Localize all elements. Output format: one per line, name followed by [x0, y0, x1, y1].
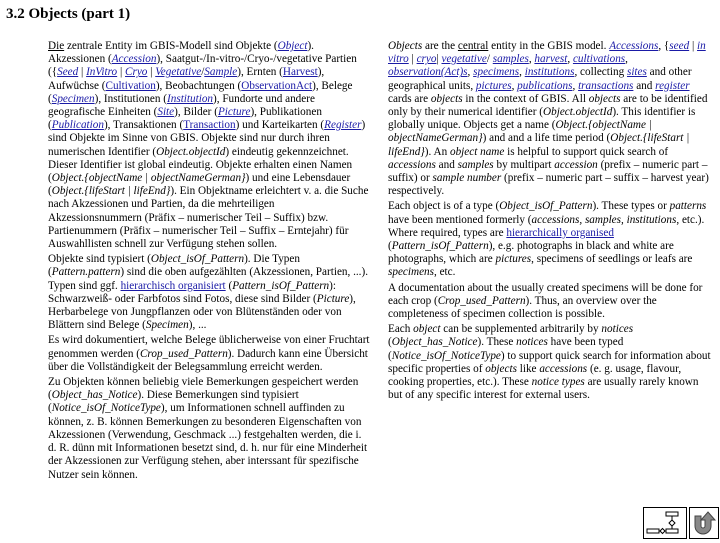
text-segment: Object_isOf_Pattern	[150, 253, 245, 266]
text-segment: ), Bilder (	[174, 106, 218, 119]
glossary-link[interactable]: sites	[626, 66, 647, 79]
text-segment: objects	[588, 92, 621, 105]
text-segment: accessions, samples, institutions	[531, 213, 677, 226]
text-segment: samples	[457, 158, 494, 171]
glossary-link[interactable]: Vegetative	[155, 66, 202, 79]
text-segment: ) und eine Lebensdauer (	[48, 172, 351, 198]
paragraph	[388, 200, 712, 279]
diagram-icon	[644, 508, 686, 538]
text-segment: |	[147, 66, 156, 79]
text-segment: Objekte sind typisiert (	[48, 253, 151, 266]
text-segment: |	[436, 53, 442, 66]
glossary-link[interactable]: Site	[157, 106, 175, 119]
text-segment: Each	[388, 323, 414, 336]
text-segment: Die	[48, 40, 65, 52]
text-segment: ). Thus, an overview over the completeness of specimen collection is possible.	[388, 294, 657, 321]
text-segment: , collecting	[574, 66, 627, 79]
text-segment: Object_has_Notice	[391, 336, 478, 349]
glossary-link[interactable]: Sample	[204, 66, 238, 79]
glossary-link[interactable]: Transaction	[183, 119, 236, 132]
text-segment: /	[201, 66, 205, 79]
glossary-link[interactable]: harvest	[534, 53, 568, 66]
text-segment: ). Dadurch kann eine Übersicht über die Vollständigkeit der Belegsammlung erreicht werden.	[48, 347, 368, 373]
text-segment: |	[78, 66, 87, 79]
text-segment: notices	[516, 336, 548, 349]
text-segment: ) eindeutig gekennzeichnet. Dieser Identifier ist global eindeutig. Objekte erhalten einen Namen (	[48, 145, 353, 185]
text-segment: Notice_isOf_NoticeType	[391, 349, 501, 362]
text-segment: ,	[567, 53, 573, 66]
text-segment: , {	[658, 40, 670, 52]
text-segment: ). These	[477, 336, 517, 349]
diagram-nav-button[interactable]	[643, 507, 687, 539]
text-segment: and	[633, 79, 656, 92]
text-segment: and	[435, 158, 458, 171]
text-segment: are usually rarely known but of any specific interest for external users.	[388, 376, 699, 402]
text-segment: are the	[422, 40, 458, 52]
text-segment: sample number	[432, 172, 502, 185]
text-segment: /	[486, 53, 493, 66]
text-segment: have been mentioned formerly (	[388, 213, 532, 226]
glossary-link[interactable]: seed	[669, 40, 690, 52]
text-segment: (e. g. usage, flavour, cooking properties, etc.). These	[388, 362, 682, 389]
text-segment: ,	[572, 79, 579, 92]
glossary-link[interactable]: Accessions	[609, 40, 659, 52]
text-segment: entity in the GBIS model.	[488, 40, 610, 52]
text-segment: Object.{objectName | objectNameGerman}	[388, 119, 652, 145]
text-segment: Object.{lifeStart | lifeEnd}	[388, 132, 690, 158]
text-segment: Object_has_Notice	[51, 389, 138, 402]
glossary-link[interactable]: transactions	[578, 79, 634, 92]
text-segment: ), um Informationen schnell auffinden zu können, z. B. können Bemerkungen zu besonderen Eigenschaften von Akzessionen (Verwendung, Geschmack ...) festgehalten werden, die i. d. R. dünn mit Informationen besetzt sind, d. h. nur für eine Minderheit der Akzessionen zur Verfügung stehen, aber interssant für spezifische Nutzer sein können.	[48, 402, 368, 481]
text-segment: ). Die Typen (	[48, 253, 300, 279]
glossary-link[interactable]: publications	[517, 79, 573, 92]
text-segment: pictures	[495, 253, 532, 266]
text-segment: ,	[519, 66, 525, 79]
text-segment: zentrale Entity im GBIS-Modell sind Objekte (	[64, 40, 278, 52]
english-text-column	[388, 40, 712, 404]
text-segment: Object.{objectName | objectNameGerman}	[51, 172, 246, 185]
text-segment: ). Ein Objektname erleichtert v. a. die Suche nach Akzessionen und Partien, da die mehrteiligen Akzessionsnummern (Präfix – numerischer Teil – Suffix) bzw. Partienummern (Präfix – numerischer Teil – Suffix – Erntejahr) für Auswahllisten schnell zur Verfügung stehen sollen.	[48, 185, 369, 251]
text-segment: accessions	[539, 362, 588, 375]
glossary-link[interactable]: ObservationAct	[241, 79, 313, 92]
text-segment: ), Aufwüchse (	[48, 66, 325, 92]
text-segment: specimens	[388, 266, 434, 279]
glossary-link[interactable]: hierarchically organised	[506, 226, 614, 239]
text-segment: |	[689, 40, 698, 52]
glossary-link[interactable]: register	[655, 79, 690, 92]
text-segment: ) und Karteikarten (	[235, 119, 325, 132]
paragraph	[48, 253, 370, 332]
text-segment: accession	[554, 158, 598, 171]
text-segment: ): Schwarzweiß- oder Farbfotos sind Fotos, diese sind Bilder (	[48, 279, 336, 305]
paragraph	[388, 323, 712, 402]
text-segment: ,	[625, 53, 628, 66]
text-segment: can be supplemented arbitrarily by	[440, 323, 602, 336]
paragraph	[388, 282, 712, 322]
text-segment: notice types	[531, 376, 585, 389]
text-segment: patterns	[669, 200, 707, 213]
text-segment: and other geographical units,	[388, 66, 692, 92]
text-segment: ) sind Objekte im Sinne von GBIS. Objekte sind nur durch ihren numerischen Identifier (	[48, 119, 366, 158]
text-segment: |	[117, 66, 125, 79]
glossary-link[interactable]: observation(Act)s	[388, 66, 468, 79]
text-segment: Pattern_isOf_Pattern	[391, 240, 489, 253]
glossary-link[interactable]: Seed	[57, 66, 79, 79]
paragraph	[388, 40, 712, 198]
text-segment: , etc.). Where required, types are	[388, 213, 705, 239]
text-segment: ), Saatgut-/In-vitro-/Cryo-/vegetative Partien ({	[48, 53, 357, 79]
text-segment: (	[388, 336, 392, 349]
text-segment: , etc.	[433, 266, 456, 279]
glossary-link[interactable]: cultivations	[572, 53, 626, 66]
glossary-link[interactable]: Picture	[217, 106, 251, 119]
text-segment: (prefix – numeric part – suffix – harvest year) respectively.	[388, 172, 709, 198]
glossary-link[interactable]: vegetative	[441, 53, 487, 66]
text-segment: ,	[528, 53, 535, 66]
text-segment: Objects	[388, 40, 423, 52]
glossary-link[interactable]: cryo	[416, 53, 437, 66]
text-segment: ), Publikationen (	[48, 106, 322, 132]
text-segment: ). An	[424, 145, 450, 158]
text-segment: ,	[467, 66, 474, 79]
glossary-link[interactable]: Accession	[111, 53, 157, 66]
text-segment: ), Institutionen (	[94, 92, 168, 105]
text-segment: object	[413, 323, 441, 336]
text-segment: Notice_isOf_NoticeType	[51, 402, 161, 415]
text-segment: A documentation about the usually created specimens will be done for each crop (	[388, 281, 703, 307]
text-segment: Picture	[316, 292, 350, 305]
glossary-link[interactable]: samples	[492, 53, 529, 66]
text-segment: Object.objectId	[543, 106, 613, 119]
text-segment: objects	[485, 362, 517, 375]
glossary-link[interactable]: Specimen	[51, 92, 95, 105]
text-segment: (	[225, 279, 233, 292]
text-segment: central	[457, 40, 489, 52]
text-segment: by multipart	[493, 158, 555, 171]
text-segment: accessions	[388, 158, 436, 171]
glossary-link[interactable]: Publication	[51, 119, 104, 132]
text-segment: Crop_used_Pattern	[437, 294, 526, 307]
glossary-link[interactable]: Register	[324, 119, 362, 132]
text-segment: Crop_used_Pattern	[139, 347, 228, 360]
glossary-link[interactable]: hierarchisch organisiert	[120, 279, 226, 292]
text-segment: ), Belege (	[48, 79, 353, 105]
paragraph	[48, 376, 370, 482]
text-segment: ). Diese Bemerkungen sind typisiert (	[48, 389, 299, 415]
back-nav-button[interactable]	[689, 507, 719, 539]
u-turn-back-icon	[690, 508, 718, 538]
paragraph	[48, 40, 370, 251]
glossary-link[interactable]: Institution	[167, 92, 214, 105]
text-segment: Object.{lifeStart | lifeEnd}	[51, 185, 171, 198]
text-segment: Pattern.pattern	[51, 266, 121, 279]
text-segment: ,	[511, 79, 518, 92]
text-segment: ), Transaktionen (	[103, 119, 184, 132]
text-segment: (prefix – numeric part – suffix) or	[388, 158, 708, 185]
glossary-link[interactable]: specimens	[473, 66, 520, 79]
glossary-link[interactable]: pictures	[475, 79, 512, 92]
text-segment: ), Ernten (	[237, 66, 283, 79]
text-segment: Each object is of a type (	[388, 200, 500, 213]
german-text-column	[48, 40, 370, 484]
text-segment: ). This identifier is globally unique. Objects get a name (	[388, 106, 696, 132]
text-segment: ) sind die oben aufgezählten (Akzessionen, Partien, ...). Typen sind ggf.	[48, 266, 369, 292]
glossary-link[interactable]: institutions	[524, 66, 575, 79]
text-segment: Specimen	[145, 319, 189, 332]
text-segment: |	[408, 53, 417, 66]
text-segment: objects	[430, 92, 463, 105]
text-segment: Pattern_isOf_Pattern	[232, 279, 330, 292]
text-segment: ), Fundorte und andere geografische Einheiten (	[48, 92, 315, 119]
text-segment: Object_isOf_Pattern	[499, 200, 593, 213]
text-segment: are to be identified only by their numerical identifier (	[388, 92, 708, 119]
text-segment: like	[516, 362, 540, 375]
glossary-link[interactable]: in vitro	[388, 40, 706, 66]
text-segment: cards are	[388, 92, 431, 105]
glossary-link[interactable]: Cultivation	[105, 79, 156, 92]
text-segment: Object.objectId	[156, 145, 226, 158]
text-segment: ), ...	[188, 319, 207, 332]
text-segment: ), Herbarbelege von Jungpflanzen oder von Blütenständen oder von Blättern sind Belege (	[48, 292, 356, 332]
glossary-link[interactable]: InVitro	[86, 66, 118, 79]
text-segment: notices	[601, 323, 634, 336]
text-segment: have been typed (	[388, 336, 624, 362]
text-segment: ), e.g. photographs in black and white are photographs, which are	[388, 240, 674, 266]
text-segment: in the context of GBIS. All	[462, 92, 589, 105]
text-segment: ). These types or	[592, 200, 670, 213]
glossary-link[interactable]: Harvest	[282, 66, 318, 79]
text-segment: is helpful to support quick search of	[504, 145, 669, 158]
paragraph	[48, 334, 370, 374]
text-segment: (	[388, 240, 392, 253]
text-segment: ) to support quick search for information about specific properties of	[388, 349, 711, 375]
glossary-link[interactable]: Object	[277, 40, 308, 52]
text-segment: object name	[449, 145, 505, 158]
text-segment: , specimens of seedlings or leafs are	[531, 253, 693, 266]
text-segment: ). Akzessionen (	[48, 40, 314, 66]
text-segment: ) and and a life time period (	[482, 132, 611, 145]
text-segment: Zu Objekten können beliebig viele Bemerkungen gespeichert werden (	[48, 376, 359, 402]
text-segment: ), Beobachtungen (	[155, 79, 242, 92]
text-segment: Es wird dokumentiert, welche Belege üblicherweise von einer Fruchtart genommen werden (	[48, 334, 370, 360]
glossary-link[interactable]: Cryo	[125, 66, 148, 79]
page-title: 3.2 Objects (part 1)	[6, 6, 131, 22]
